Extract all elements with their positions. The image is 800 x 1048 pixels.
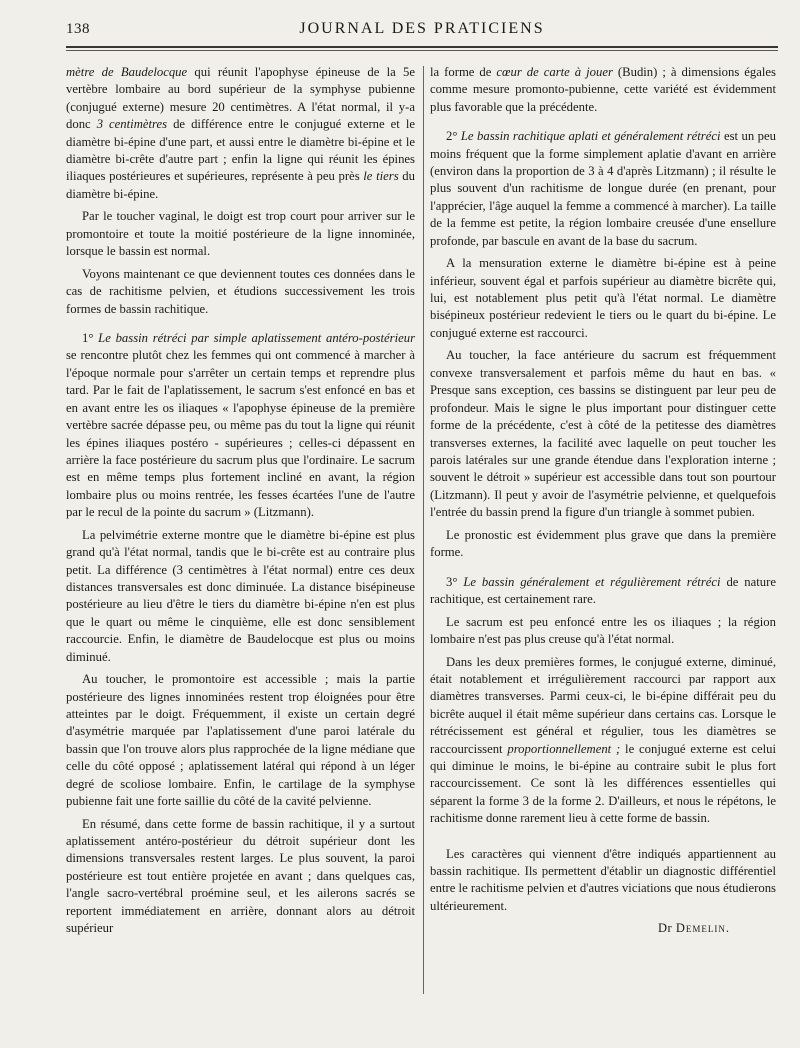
paragraph: Le sacrum est peu enfoncé entre les os iliaques ; la région lombaire n'est pas plus creuse qu'à l'état normal. bbox=[430, 614, 776, 646]
paragraph: En résumé, dans cette forme de bassin rachitique, il y a surtout aplatissement antéro-postérieur du détroit supérieur dont les dimensions transversales restent larges. Le plus souvent, la paroi postérieure est tout entière projetée en avant ; dans quelques cas, l'angle sacro-vertébral proémine seul, et les ailerons sacrés se reportent immédiatement en arrière, donnant alors au détroit supérieur bbox=[66, 816, 415, 936]
page-header bbox=[66, 18, 778, 48]
text-run: se rencontre plutôt chez les femmes qui ont commencé à marcher à l'époque normale pour s'arrêter un certain temps et reprendre plus tard. Par le fait de l'aplatissement, le sacrum s'est enfoncé en bas et en avant entre les os iliaques « l'apophyse épineuse de la première vertèbre sacrée dépasse peu, ou même pas du tout la ligne qui réunit les épines iliaques postéro - supérieures ; celles-ci dépassent en arrière la face postérieure du sacrum plus que l'ordinaire. Le sacrum est en même temps plus fortement incliné en avant, la région lombaire plus ou moins rentrée, les fesses écartées l'une de l'autre par le recul de la pointe du sacrum » (Litzmann). bbox=[66, 348, 415, 520]
paragraph bbox=[430, 654, 776, 828]
author-signature bbox=[430, 920, 776, 937]
paragraph: Par le toucher vaginal, le doigt est trop court pour arriver sur le promontoire et toute la moitié postérieure de la ligne innominée, lorsque le bassin est normal. bbox=[66, 209, 415, 259]
text-run: le conjugué externe est celui qui diminue le moins, le bi-épine au contraire subit le plus fort raccourcissement. Ce sont là les différences essentielles qui séparent la forme 3 de la forme 2. D'ailleurs, et nous le répétons, le rachitisme donne rarement lieu à cette forme de bassin. bbox=[430, 741, 777, 826]
paragraph bbox=[66, 64, 415, 203]
paragraph bbox=[430, 128, 776, 250]
paragraph: Le pronostic est évidemment plus grave que dans la première forme. bbox=[430, 527, 776, 560]
italic-text: le tiers bbox=[363, 169, 399, 184]
left-column bbox=[66, 64, 415, 943]
italic-text: proportionnellement ; bbox=[507, 741, 621, 756]
text-run: de différence entre le conjugué externe et le diamètre bi-épine d'une part, et aussi entre le diamètre bi-épine et le diamètre bi-crête d'autre part ; enfin la ligne qui réunit les épines iliaques postérieures et supérieures, représente à peu près bbox=[66, 117, 415, 184]
paragraph bbox=[430, 574, 776, 609]
text-run: 2° bbox=[446, 129, 461, 144]
italic-text: Le bassin généralement et régulièrement rétréci bbox=[463, 574, 721, 589]
paragraph bbox=[430, 64, 776, 116]
text-run: qui réunit l'apophyse épineuse de la 5e vertèbre lombaire au bord supérieur de la symphyse pubienne (conjugué externe) mesure 20 centimètres. A l'état normal, il y-a donc bbox=[66, 65, 416, 132]
text-run: (Budin) ; à dimensions égales comme mesure promonto-pubienne, cette variété est évidemment plus favorable que la précédente. bbox=[430, 65, 776, 114]
italic-text: 3 centimètres bbox=[96, 117, 168, 132]
text-run: 1° bbox=[82, 331, 99, 346]
column-divider bbox=[423, 66, 424, 994]
text-run: du diamètre bi-épine. bbox=[66, 169, 415, 201]
journal-title: JOURNAL DES PRATICIENS bbox=[299, 20, 545, 37]
header-rule-thin bbox=[66, 50, 778, 51]
text-run: de nature rachitique, est certainement rare. bbox=[430, 574, 776, 606]
text-run: 3° bbox=[446, 574, 464, 589]
italic-text: Le bassin rachitique aplati et généralement rétréci bbox=[460, 129, 721, 144]
signature-name: Demelin. bbox=[675, 921, 730, 936]
paragraph: Voyons maintenant ce que deviennent toutes ces données dans le cas de rachitisme pelvien, et étudions successivement les trois formes de bassin rachitique. bbox=[66, 266, 415, 316]
paragraph: La pelvimétrie externe montre que le diamètre bi-épine est plus grand qu'à l'état normal, tandis que le bi-crête est au contraire plus petit. La différence (3 centimètres à l'état normal) entre ces deux distances transversales est donc diminuée. La distance bisépineuse postérieure au lieu d'être le tiers du diamètre bi-épine n'en est plus que le quart ou même le cinquième, elle est donc sensiblement raccourcie. Enfin, le diamètre de Baudelocque est plus ou moins diminué. bbox=[66, 527, 415, 664]
italic-text: mètre de Baudelocque bbox=[66, 65, 188, 79]
paragraph: Au toucher, la face antérieure du sacrum est fréquemment convexe transversalement et parfois même du haut en bas. « Presque sans exception, ces bassins se distinguent par leur peu de profondeur. Mais le signe le plus important pour distinguer cette forme de la précédente, c'est à côté de la petitesse des diamètres transverses externes, la facilité avec laquelle on peut toucher les parois latérales sur une grande étendue dans l'exploration interne ; souvent le détroit » supérieur est accessible dans tout son pourtour (Litzmann). Il peut y avoir de l'asymétrie pelvienne, et quelquefois l'entrée du bassin prend la figure d'un triangle à sommet pubien. bbox=[430, 348, 776, 520]
paragraph bbox=[66, 330, 415, 521]
right-column bbox=[430, 64, 776, 938]
text-run: est un peu moins fréquent que la forme simplement aplatie d'avant en arrière (environ dans la proportion de 3 à 4 d'après Litzmann) ; il résulte le plus souvent d'un rachitisme de longue durée (en prenant, pour l'apprécier, l'âge auquel la femme a commencé à marcher). La taille de la femme est petite, la région lombaire creusée d'une ensellure profonde, par bascule en avant de la base du sacrum. bbox=[430, 129, 776, 248]
paragraph: Les caractères qui viennent d'être indiqués appartiennent au bassin rachitique. Ils permettent d'établir un diagnostic différentiel entre le rachitisme pelvien et d'autres viciations que nous étudierons ultérieurement. bbox=[430, 846, 776, 913]
header-rule-thick bbox=[66, 46, 778, 48]
paragraph: Au toucher, le promontoire est accessible ; mais la partie postérieure des lignes innominées restent trop éloignées pour être atteintes par le doigt. Fréquemment, il existe un certain degré d'asymétrie marquée par l'aplatissement d'une paroi latérale du bassin que l'on trouve alors plus rapprochée de la ligne médiane que celle du côté opposé ; aplatissement latéral qui répond à un léger degré de scoliose lombaire. Enfin, le cartilage de la symphyse pubienne fait une forte saillie du côté de la cavité pelvienne. bbox=[66, 672, 415, 808]
page-number: 138 bbox=[66, 21, 90, 37]
italic-text: cœur de carte à jouer bbox=[496, 65, 613, 79]
text-run: la forme de bbox=[430, 65, 497, 79]
signature-prefix: Dr bbox=[658, 921, 673, 936]
paragraph: A la mensuration externe le diamètre bi-épine est à peine inférieur, souvent égal et parfois supérieur au diamètre bicrête qui, lui, est notablement plus petit qu'à l'état normal. Le diamètre bisépineux postérieur redevient le tiers ou le quart du bi-épine. Le conjugué externe est raccourci. bbox=[430, 256, 776, 340]
text-run: Dans les deux premières formes, le conjugué externe, diminué, était notablement et irrégulièrement raccourci par rapport aux diamètres transverses. Parmi ceux-ci, le bi-épine différait peu du bicrête auquel il était même supérieur dans certains cas. Lorsque le rétrécissement est général et régulier, tous les diamètres se raccourcissent bbox=[430, 654, 776, 756]
italic-text: Le bassin rétréci par simple aplatissement antéro-postérieur bbox=[98, 331, 416, 346]
